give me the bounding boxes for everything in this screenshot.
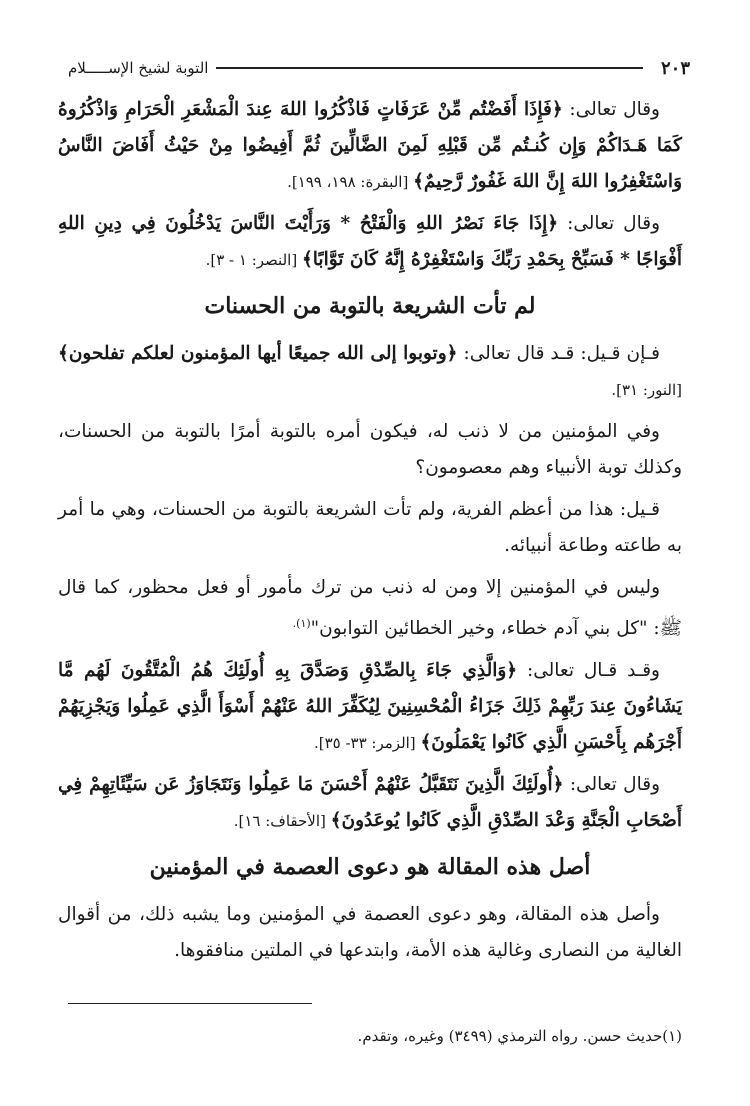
running-header — [68, 56, 690, 80]
book-title: التوبة لشيخ الإســـــلام — [68, 59, 209, 77]
paragraph-baqarah — [58, 92, 682, 200]
paragraph-final — [58, 897, 682, 969]
paragraph-text: وفي المؤمنين من لا ذنب له، فيكون أمره بالتوبة أمرًا بالتوبة من الحسنات، وكذلك توبة الأنبياء وهم معصومون؟ — [58, 421, 682, 478]
paragraph-zumar — [58, 653, 682, 761]
page-number: ٢٠٣ — [660, 57, 690, 79]
section-heading-1: لم تأت الشريعة بالتوبة من الحسنات — [204, 293, 536, 319]
paragraph-lead: وقال تعالى: — [562, 99, 660, 120]
paragraph-objection — [58, 336, 682, 408]
verse-reference: [النصر: ١ - ٣]. — [205, 251, 302, 269]
verse-reference: [الزمر: ٣٣- ٣٥]. — [313, 734, 421, 753]
verse-reference: [الأحقاف: ١٦]. — [233, 812, 331, 831]
paragraph-hadith — [58, 570, 682, 647]
header-rule — [216, 67, 643, 69]
footnote-rule — [68, 1003, 312, 1004]
paragraph-nasr — [58, 206, 682, 278]
main-text — [58, 92, 682, 975]
section-heading-2: أصل هذه المقالة هو دعوى العصمة في المؤمنين — [149, 854, 591, 881]
quran-verse: ﴿فَإِذَا أَفَضْتُم مِّنْ عَرَفَاتٍ فَاذْكُرُوا اللهَ عِندَ الْمَشْعَرِ الْحَرَامِ وَاذْكُرُوهُ كَمَا هَـدَاكُمْ وَإِن كُنـتُم مِّن قَبْلِهِ لَمِنَ الضَّالِّينَ ثُمَّ أَفِيضُوا مِنْ حَيْثُ أَفَاضَ النَّاسُ وَاسْتَغْفِرُوا اللهَ إِنَّ اللهَ غَفُورٌ رَّحِيمٌ﴾ — [58, 99, 682, 192]
paragraph-lead: وقال تعالى: — [558, 213, 661, 234]
paragraph-text: قـيل: هذا من أعظم الفرية، ولم تأت الشريعة بالتوبة من الحسنات، وهي ما أمر به طاعته وطاعة أنبيائه. — [58, 499, 682, 556]
paragraph-lead: وقال تعالى: — [563, 774, 661, 796]
quran-verse: ﴿وتوبوا إلى الله جميعًا أيها المؤمنون لعلكم تفلحون﴾ — [58, 343, 458, 364]
paragraph-text: وأصل هذه المقالة، وهو دعوى العصمة في المؤمنين وما يشبه ذلك، من أقوال الغالية من النصارى وغالية هذه الأمة، وابتدعها في الملتين منافقوها. — [58, 904, 682, 962]
paragraph-question — [58, 414, 682, 486]
verse-reference: [البقرة: ١٩٨، ١٩٩]. — [287, 173, 414, 191]
quran-verse: ﴿أُولَئِكَ الَّذِينَ نَتَقَبَّلُ عَنْهُمْ أَحْسَنَ مَا عَمِلُوا وَنَتَجَاوَزُ عَن سَيِّئَاتِهِمْ فِي أَصْحَابِ الْجَنَّةِ وَعْدَ الصِّدْقِ الَّذِي كَانُوا يُوعَدُونَ﴾ — [58, 774, 682, 832]
verse-reference: [النور: ٣١]. — [611, 381, 682, 399]
quran-verse: ﴿إِذَا جَاءَ نَصْرُ اللهِ وَالْفَتْحُ * وَرَأَيْتَ النَّاسَ يَدْخُلُونَ فِي دِينِ اللهِ أَفْوَاجًا * فَسَبِّحْ بِحَمْدِ رَبِّكَ وَاسْتَغْفِرْهُ إِنَّهُ كَانَ تَوَّابًا﴾ — [58, 213, 682, 270]
paragraph-ahqaf — [58, 767, 682, 839]
paragraph-lead: وقـد قـال تعالى: — [517, 660, 660, 682]
footnote: (١)حديث حسن. رواه الترمذي (٣٤٩٩) وغيره، وتقدم. — [357, 1027, 682, 1045]
paragraph-lead: فـإن قـيل: قـد قال تعالى: — [457, 343, 660, 364]
paragraph-text: وليس في المؤمنين إلا ومن له ذنب من ترك مأمور أو فعل محظور، كما قال ﷺ: "كل بني آدم خطاء، وخير الخطائين التوابون" — [58, 577, 682, 640]
quran-verse: ﴿وَالَّذِي جَاءَ بِالصِّدْقِ وَصَدَّقَ بِهِ أُولَئِكَ هُمُ الْمُتَّقُونَ لَهُم مَّا يَشَاءُونَ عِندَ رَبِّهِمْ ذَلِكَ جَزَاءُ الْمُحْسِنِينَ لِيُكَفِّرَ اللهُ عَنْهُمْ أَسْوَأَ الَّذِي عَمِلُوا وَيَجْزِيَهُمْ أَجْرَهُم بِأَحْسَنِ الَّذِي كَانُوا يَعْمَلُونَ﴾ — [58, 660, 682, 754]
paragraph-answer — [58, 492, 682, 564]
footnote-marker[interactable]: (١). — [292, 617, 311, 630]
